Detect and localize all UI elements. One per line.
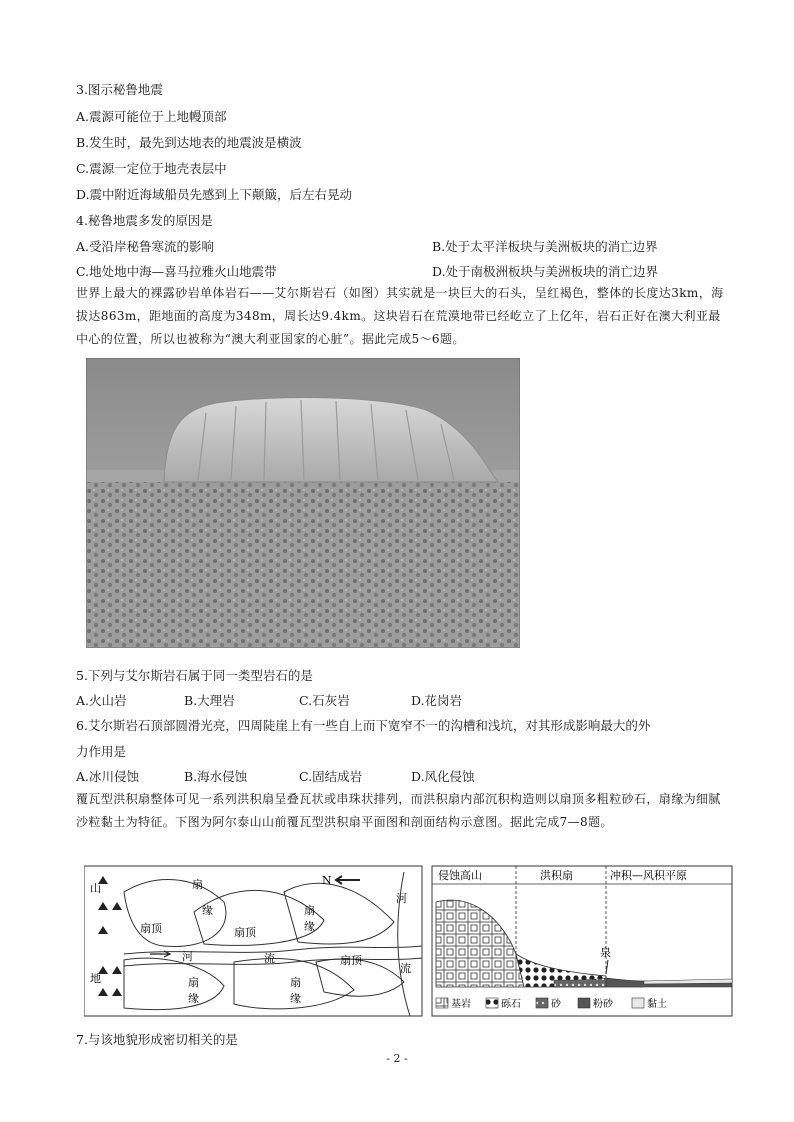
legend-gravel: 砾石 bbox=[501, 999, 521, 1010]
legend-bedrock-swatch bbox=[436, 998, 448, 1008]
q3-option-a: A.震源可能位于上地幔顶部 bbox=[76, 109, 227, 124]
q6-option-d: D.风化侵蚀 bbox=[411, 769, 475, 784]
north-label: N bbox=[322, 874, 332, 887]
passage-ayers-rock: 世界上最大的裸露砂岩单体岩石——艾尔斯岩石（如图）其实就是一块巨大的石头，呈红褐色，整体的长度达3km，海拔达863m，距地面的高度为348m，周长达9.4km。这块岩石在荒漠地带已经屹立了上亿年，岩石正好在澳大利亚最中心的位置，所以也被称为“澳大利亚国家的心脏”。据此完成5～6题。 bbox=[76, 286, 724, 346]
q4-option-c: C.地处地中海—喜马拉雅火山地震带 bbox=[76, 264, 277, 279]
cross-section bbox=[432, 866, 732, 1016]
q6-option-c: C.固结成岩 bbox=[299, 769, 363, 784]
q3-option-c: C.震源一定位于地壳表层中 bbox=[76, 161, 227, 176]
legend-silt-swatch bbox=[578, 998, 590, 1008]
fan-label-3: 扇 bbox=[188, 976, 199, 989]
ayers-rock-photo bbox=[86, 358, 520, 648]
q4-row2 bbox=[76, 264, 659, 280]
river-label-he: 河 bbox=[182, 950, 193, 963]
section-header-alluvial-fan: 洪积扇 bbox=[540, 869, 573, 882]
legend-sand: 砂 bbox=[551, 999, 561, 1010]
q5-option-b: B.大理岩 bbox=[184, 693, 235, 708]
fan-edge-label-4: 缘 bbox=[290, 992, 301, 1005]
fan-edge-label-1: 缘 bbox=[202, 904, 213, 917]
q4-option-a: A.受沿岸秘鲁寒流的影响 bbox=[76, 239, 215, 254]
fan-label-1: 扇 bbox=[192, 878, 203, 891]
q4-option-d: D.处于南极洲板块与美洲板块的消亡边界 bbox=[432, 264, 659, 279]
right-river-he: 河 bbox=[396, 892, 407, 905]
section-header-erosion-mountain: 侵蚀高山 bbox=[438, 869, 482, 882]
q7-stem: 7.与该地貌形成密切相关的是 bbox=[76, 1032, 238, 1047]
q5-stem: 5.下列与艾尔斯岩石属于同一类型岩石的是 bbox=[76, 668, 313, 683]
q6-stem-line2: 力作用是 bbox=[76, 744, 127, 759]
q4-stem: 4.秘鲁地震多发的原因是 bbox=[76, 213, 213, 228]
q5-option-c: C.石灰岩 bbox=[299, 693, 350, 708]
map-label-di: 地 bbox=[90, 972, 101, 985]
q6-option-b: B.海水侵蚀 bbox=[184, 769, 248, 784]
fan-top-label-1: 扇顶 bbox=[140, 922, 162, 935]
spring-label: 泉 bbox=[600, 946, 611, 959]
plan-map bbox=[84, 866, 422, 1016]
legend-clay-swatch bbox=[632, 998, 644, 1008]
q3-stem: 3.图示秘鲁地震 bbox=[76, 82, 163, 97]
fan-top-label-3: 扇顶 bbox=[340, 954, 362, 967]
q4-option-b: B.处于太平洋板块与美洲板块的消亡边界 bbox=[432, 239, 658, 254]
section-header-plain: 冲积—风积平原 bbox=[610, 869, 687, 882]
right-river-liu: 流 bbox=[400, 962, 411, 975]
map-label-shan: 山 bbox=[90, 882, 101, 895]
q4-row1 bbox=[76, 239, 658, 255]
legend-bedrock: 基岩 bbox=[451, 999, 471, 1010]
section-legend bbox=[436, 997, 667, 1010]
q6-stem-line1: 6.艾尔斯岩石顶部圆滑光亮，四周陡崖上有一些自上而下宽窄不一的沟槽和浅坑，对其形成影响最大的外 bbox=[76, 718, 651, 733]
fan-edge-label-2: 缘 bbox=[304, 920, 315, 933]
legend-gravel-swatch bbox=[486, 998, 498, 1008]
q3-option-d: D.震中附近海域船员先感到上下颠簸，后左右晃动 bbox=[76, 187, 353, 202]
page-number: - 2 - bbox=[386, 1052, 408, 1065]
fan-top-label-2: 扇顶 bbox=[234, 926, 256, 939]
fan-edge-label-3: 缘 bbox=[188, 992, 199, 1005]
legend-silt: 粉砂 bbox=[593, 999, 613, 1010]
q5-option-a: A.火山岩 bbox=[76, 693, 127, 708]
fan-label-2: 扇 bbox=[304, 904, 315, 917]
fan-label-4: 扇 bbox=[290, 976, 301, 989]
q3-option-b: B.发生时，最先到达地表的地震波是横波 bbox=[76, 135, 302, 150]
passage-alluvial-fan: 覆瓦型洪积扇整体可见一系列洪积扇呈叠瓦状或串珠状排列，而洪积扇内部沉积构造则以扇顶多粗粒砂石，扇缘为细腻沙粒黏土为特征。下图为阿尔泰山山前覆瓦型洪积扇平面图和剖面结构示意图。据此完成7—8题。 bbox=[76, 792, 721, 829]
q5-option-d: D.花岗岩 bbox=[411, 693, 463, 708]
legend-sand-swatch bbox=[536, 998, 548, 1008]
alluvial-fan-figure bbox=[84, 862, 734, 1022]
river-label-liu: 流 bbox=[264, 952, 275, 965]
legend-clay: 黏土 bbox=[647, 999, 667, 1010]
q6-option-a: A.冰川侵蚀 bbox=[76, 769, 140, 784]
